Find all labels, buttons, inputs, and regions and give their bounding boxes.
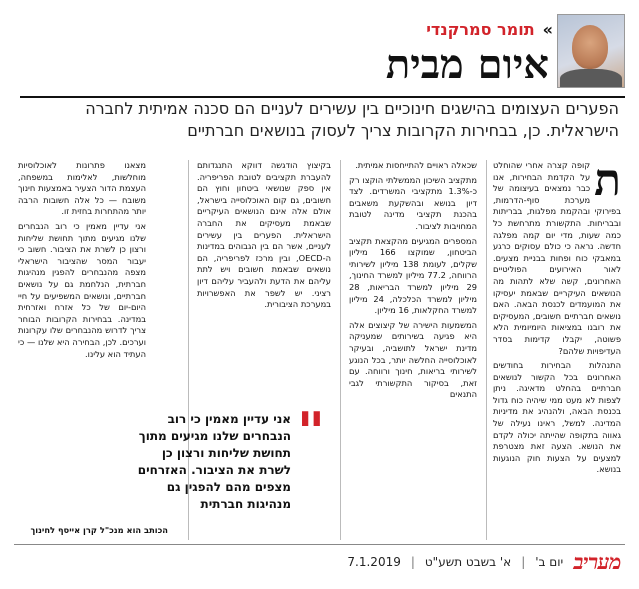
paragraph: מצאנו פתרונות לאוכלוסיות מוחלשות, לאלימות במשפחה, העצמת הדור הצעיר באמצעות חינוך משובח — כל אלה חשובות הרבה יותר מהתחרות בחזית זו.: [18, 160, 146, 217]
footer-separator: |: [521, 555, 526, 569]
paragraph: שכאלה ראויים להתייחסות אמיתית.: [355, 160, 477, 170]
article-column-3: [197, 160, 331, 392]
footer-rule: [14, 544, 625, 545]
footer-hebrew-date: א' בשבט תשע"ט: [424, 555, 512, 569]
footer-date: 7.1.2019: [347, 555, 401, 569]
paragraph: בקיצוץ הודגשה דווקא התנגדותם להעברת תקציבים לטובת הפריפריה. אין ספק שנושאי ביטחון וחוץ הם חשובים, גם קום האוכלוסייה בישראל, אולם אלה אינם הנושאים העיקריים שבאמת מעסיקים את החברה הישראלית. הפערים בין עשירים לעניים, אשר הם בין הגבוהים במדינות ה-OECD, ובין מרכז לפריפריה, הם נושאים שבאמת חשובים ויש לתת עליהם את הדעת ולהעביר עליהם דיון רציני. יש לשפר את האפשרויות במערכת הציבורית.: [197, 160, 331, 310]
author-name: תומר סמרקנדי: [426, 19, 535, 39]
author-credit: הכותב הוא מנכ"ל קרן אייסף לחינוך: [30, 525, 168, 535]
quote-mark-icon: ": [296, 400, 325, 464]
publication-logo: מעריב: [573, 549, 621, 574]
author-photo: [557, 14, 625, 88]
byline: [20, 18, 549, 40]
article-column-2: [349, 160, 477, 540]
paragraph: המשמעות הישירה של קיצוצים אלה היא פגיעה בשירותים שמעניקה מדינת ישראל לתושביה, ובעיקר לאוכלוסייה החלשה יותר, בכל הנוגע לשירותי בריאות, חינוך ורווחה. עם זאת, בסיקור התקשורתי לגבי התנאים: [349, 319, 477, 400]
footer-day: יום ב': [535, 555, 564, 569]
pull-quote: [137, 400, 331, 535]
article-column-4: [18, 160, 146, 520]
footer-separator: |: [410, 555, 415, 569]
subheadline: הפערים העצומים בהישגים חינוכיים בין עשירים לעניים הם סכנה אמיתית לחברה הישראלית. כן, בבחירות הקרובות צריך לעסוק בנושאים חברתיים: [85, 99, 619, 140]
paragraph: אני עדיין מאמין כי רוב הנבחרים שלנו מגיעים מתוך תחושת שליחות ורצון כן לשרת את הציבור. חשוב כי יעבור המסר שהציבור הישראלי מצפה מהנבחרים להפגין מנהיגות חברתית, הנלחמת גם על נושאים חברתיים, ונושאים המשפיעים על חיי היום-יום של כל אזרח ואזרחית במדינה. בבחירות הקרובות הבוחר צריך לדרוש מהנבחרים שלו עקרונות וערכים. לכן, הבחירה היא שלנו — כי העתיד הוא עלינו.: [18, 220, 146, 359]
footer: [347, 550, 621, 574]
paragraph: מתקציב השיכון הממשלתי הוקצו רק כ-1.3% מתקציבי המשרדים. לצד דיון בנושא ובהשקעת משאבים בהכנת תקציבי מדינה לטובת המחויבות לציבור.: [349, 174, 477, 231]
paragraph: המספרים המגיעים מהקצאת תקציב הביטחון, שמוקצו 166 מיליון שקלים, לעומת 138 מיליון לשירותי הרווחה, 77.2 מיליון למשרד החינוך, 29 מיליון למשרד הבריאות, 28 מיליון למשרד הכלכלה, 24 מיליון למשרד החקלאות, 16 מיליון.: [349, 235, 477, 316]
headline: איום מבית: [385, 41, 549, 88]
pull-quote-text: אני עדיין מאמין כי רוב הנבחרים שלנו מגיעים מתוך תחושת שליחות ורצון כן לשרת את הציבור. האזרחים מצפים מהם להפגין גם מנהיגות חברתית: [137, 412, 291, 511]
chevron-marker-icon: »: [542, 19, 549, 39]
paragraph: קופה קצרה אחרי שהוחלט על הקדמת הבחירות, אנו כבר נמצאים בעיצומה של מערכת סוף-הדרמות, בפירוקי ובהקמת מפלגות, בבריתות ובבריחות. התקשורת מתרחשת כל כמה שעות, מדי יום קמה מפלגה חדשה. נראה כי כולם עסוקים כרגע במאבקי כוח ופחות בבניית מצעים. לאור האירועים הפוליטיים האחרונים, קשה שלא לתהות מה הנושאים העיקריים שבאמת יעסיקו את המועמדים לכנסת הבאה. האם נושאים חברתיים חשובים, המעסיקים את רובנו במציאות היומיומית הלא פשוטה, יקבלו קדימות בסדר העדיפויות שלהם?: [493, 160, 621, 356]
article-column-1: [493, 160, 621, 540]
paragraph: התנהלות הבחירות בחודשים האחרונים בכל הקשור לנושאים חברתיים בהחלט מדאיגה. ניתן לצפות לא מעט ממי שיהיה כוח גדול בכנסת הבאה, ולהנהיג את מדיניות המדינה. למשל, ראינו נעילה של גאווה בתקופה שהייתה יכולה לקדם את הנושא. הצעה זאת מצטרפת למצעים על הצעות חוק הנוגעות בנושא.: [493, 360, 621, 475]
drop-cap: ת: [594, 160, 621, 206]
